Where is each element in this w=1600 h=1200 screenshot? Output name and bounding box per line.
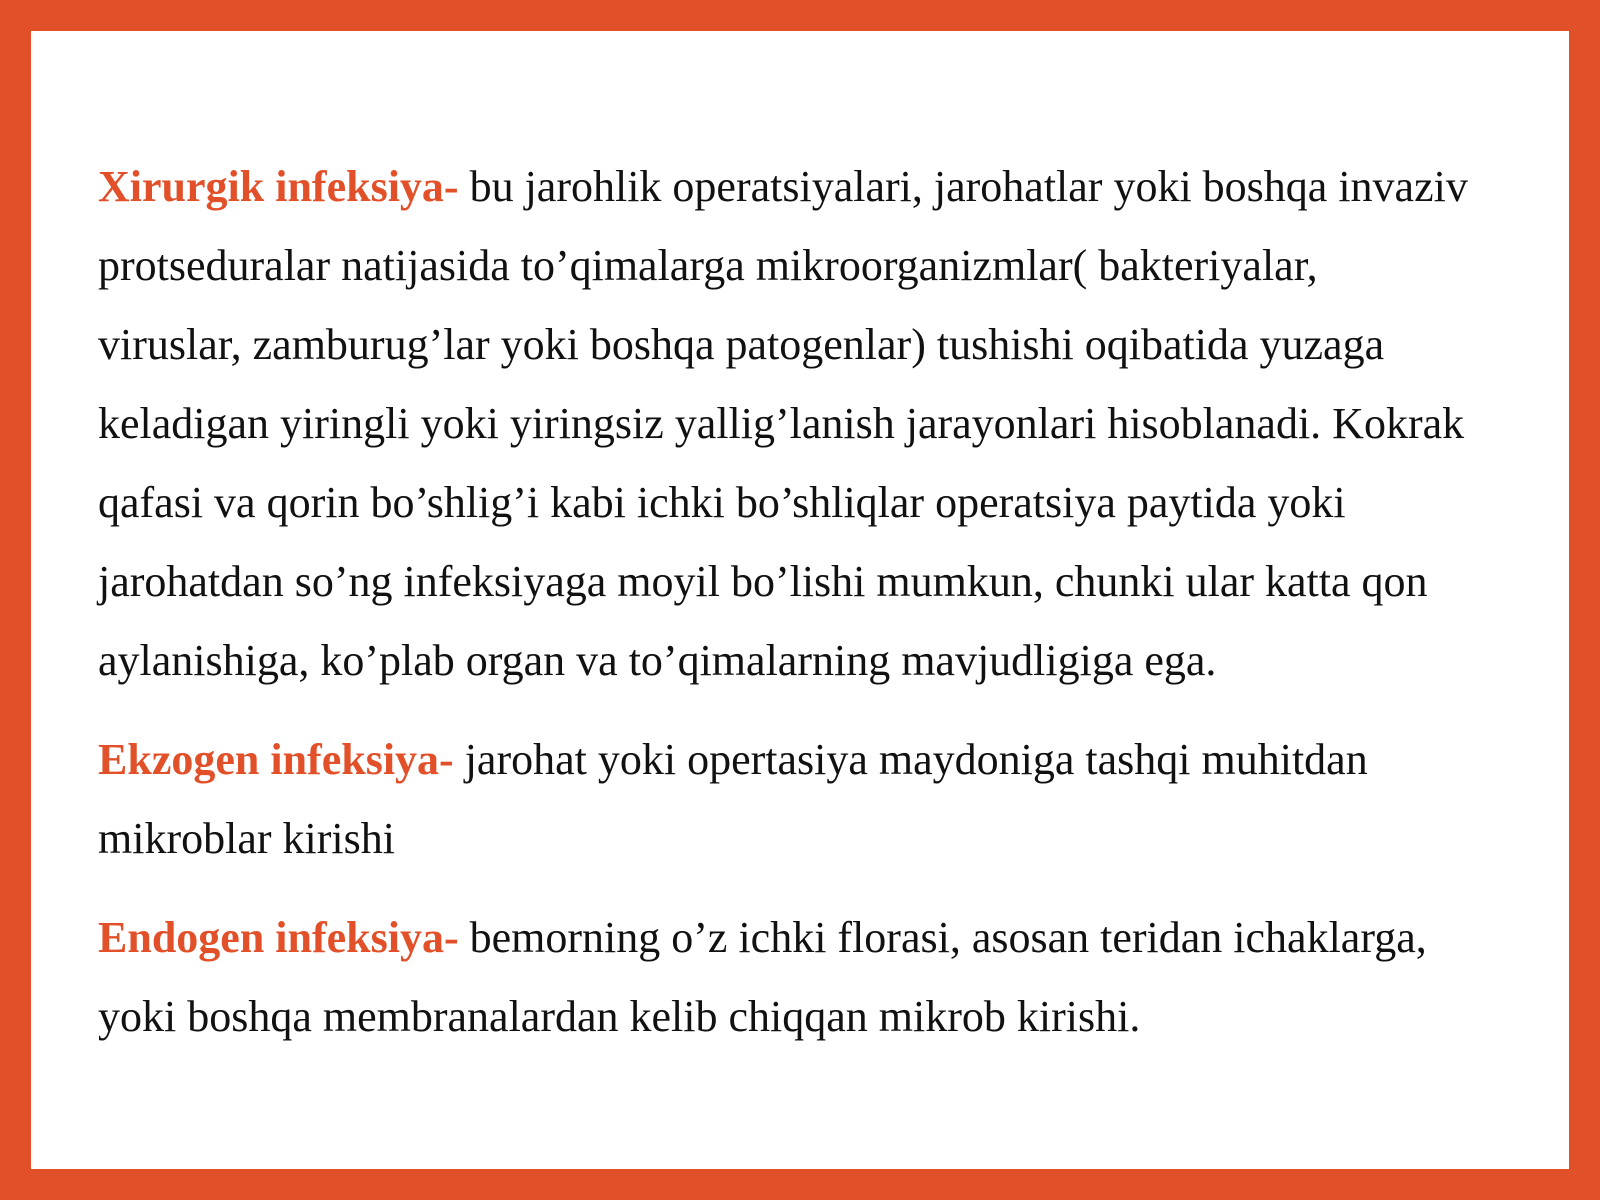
paragraph-ekzogen-infeksiya xyxy=(98,720,1518,878)
term-xirurgik-infeksiya: Xirurgik infeksiya- xyxy=(98,162,459,211)
definition-ekzogen-infeksiya: jarohat yoki opertasiya maydoniga tashqi muhitdan mikroblar kirishi xyxy=(98,735,1368,863)
paragraph-endogen-infeksiya xyxy=(98,898,1498,1056)
definition-xirurgik-infeksiya: bu jarohlik operatsiyalari, jarohatlar yoki boshqa invaziv protseduralar natijasida to’qimalarga mikroorganizmlar( bakteriyalar, viruslar, zamburug’lar yoki boshqa patogenlar) tushishi oqibatida yuzaga keladigan yiringli yoki yiringsiz yallig’lanish jarayonlari hisoblanadi. Kokrak qafasi va qorin bo’shlig’i kabi ichki bo’shliqlar operatsiya paytida yoki jarohatdan so’ng infeksiyaga moyil bo’lishi mumkun, chunki ular katta qon aylanishiga, ko’plab organ va to’qimalarning mavjudligiga ega. xyxy=(98,162,1468,685)
paragraph-xirurgik-infeksiya xyxy=(98,147,1468,700)
slide xyxy=(31,31,1569,1169)
term-ekzogen-infeksiya: Ekzogen infeksiya- xyxy=(98,735,454,784)
term-endogen-infeksiya: Endogen infeksiya- xyxy=(98,913,459,962)
definition-endogen-infeksiya: bemorning o’z ichki florasi, asosan teridan ichaklarga, yoki boshqa membranalardan kelib chiqqan mikrob kirishi. xyxy=(98,913,1427,1041)
